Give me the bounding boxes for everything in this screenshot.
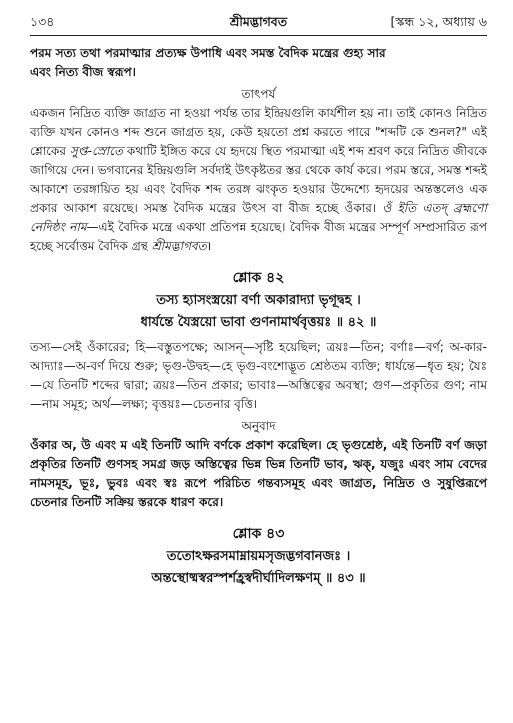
verse-42-synonyms: তস্য—সেই ওঁকারের; হি—বস্তুতপক্ষে; আসন্—সৃষ্টি হয়েছিল; ত্রয়ঃ—তিন; বর্ণাঃ—বর্ণ; অ-কার-আদ্যাঃ—অ-বর্ণ দিয়ে শুরু; ভৃগু-উদ্বহ—হে ভৃগু-বংশোদ্ভূত শ্রেষ্ঠতম ব্যক্তি; ধার্যন্তে—ধৃত হয়; যৈঃ—যে তিনটি শব্দের দ্বারা; ত্রয়ঃ—তিন প্রকার; ভাবাঃ—অস্তিত্বের অবস্থা; গুণ—প্রকৃতির গুণ; নাম—নাম সমূহ; অর্থ—লক্ষ্য; বৃত্তয়ঃ—চেতনার বৃত্তি। <box>30 340 487 411</box>
header-rule <box>30 35 487 36</box>
running-header <box>30 14 487 32</box>
page-number: ১৩৪ <box>30 14 55 29</box>
intro-line-1: পরম সত্য তথা পরমাত্মার প্রত্যক্ষ উপাধি এবং সমস্ত বৈদিক মন্ত্রের গুহ্য সার <box>30 46 386 60</box>
verse-43-heading: শ্লোক ৪৩ <box>232 526 285 542</box>
purport-heading: তাৎপর্য <box>241 87 276 101</box>
purport-italic-quote: ওঁ ইতি এতদ্ ব্রহ্মণো নেদিষ্ঠং নাম <box>30 201 487 234</box>
verse-43-line-2: অন্তস্থোষ্মস্বরস্পর্শহ্রস্বদীর্ঘাদিলক্ষণম্ ॥ ৪৩ ॥ <box>151 571 366 586</box>
chapter-reference: [স্কন্ধ ১২, অধ্যায় ৬ <box>390 14 487 29</box>
page-content <box>30 44 487 590</box>
verse-42-translation: ওঁকার অ, উ এবং ম এই তিনটি আদি বর্ণকে প্রকাশ করেছিল। হে ভৃগুশ্রেষ্ঠ, এই তিনটি বর্ণ জড়া প্রকৃতির তিনটি গুণসহ সমগ্র জড় অস্তিত্বের ভিন্ন ভিন্ন তিনটি ভাব, ঋক্, যজুঃ এবং সাম বেদের নামসমূহ, ভূঃ, ভুবঃ এবং স্বঃ রূপে পরিচিত গন্তব্যসমূহ এবং জাগ্রত, নিদ্রিত ও সুষুপ্তিরূপে চেতনার তিনটি সক্রিয় স্তরকে ধারণ করে। <box>30 438 487 509</box>
verse-42-heading: শ্লোক ৪২ <box>232 270 285 286</box>
purport-italic-book: শ্রীমদ্ভাগবত <box>151 239 207 253</box>
book-title: শ্রীমদ্ভাগবত <box>229 14 288 29</box>
purport-italic-term: সুপ্ত-স্রোতে <box>69 144 124 158</box>
verse-42-line-1: তস্য হ্যাসংস্ত্রয়ো বর্ণা অকারাদ্যা ভৃগূদ্বহ । <box>156 293 361 308</box>
verse-42-line-2: ধার্যন্তে যৈস্ত্রয়ো ভাবা গুণনামার্থবৃত্তয়ঃ ॥ ৪২ ॥ <box>140 315 377 330</box>
translation-heading: অনুবাদ <box>241 419 276 433</box>
intro-line-2: এবং নিত্য বীজ স্বরূপ। <box>30 65 136 79</box>
purport-paragraph: একজন নিদ্রিত ব্যক্তি জাগ্রত না হওয়া পর্যন্ত তার ইন্দ্রিয়গুলি কার্যশীল হয় না। তাই কোনও নিদ্রিত ব্যক্তি যখন কোনও শব্দ শুনে জাগ্রত হয়, কেউ হয়তো প্রশ্ন করতে পারে "শব্দটি কে শুনল?" এই শ্লোকের সুপ্ত-স্রোতে কথাটি ইঙ্গিত করে যে হৃদয়ে স্থিত পরমাত্মা এই শব্দ শ্রবণ করে নিদ্রিত জীবকে জাগিয়ে দেন। ভগবানের ইন্দ্রিয়গুলি সর্বদাই উৎকৃষ্টতর স্তর থেকে কার্য করে। পরম স্তরে, সমস্ত শব্দই আকাশে তরঙ্গায়িত হয় এবং বৈদিক শব্দ তরঙ্গ ঝংকৃত হওয়ার উদ্দেশ্যে হৃদয়ের অন্তস্তলেও এক প্রকার আকাশ রয়েছে। সমস্ত বৈদিক মন্ত্রের উৎস বা বীজ হচ্ছে ওঁকার। ওঁ ইতি এতদ্ ব্রহ্মণো নেদিষ্ঠং নাম—এই বৈদিক মন্ত্রে একথা প্রতিপন্ন হয়েছে। বৈদিক বীজ মন্ত্রের সম্পূর্ণ সম্প্রসারিত রূপ হচ্ছে সর্বোত্তম বৈদিক গ্রন্থ শ্রীমদ্ভাগবত। <box>30 106 487 253</box>
verse-43-line-1: ততোঽক্ষরসমাম্নায়মসৃজদ্ভগবানজঃ । <box>166 549 351 564</box>
